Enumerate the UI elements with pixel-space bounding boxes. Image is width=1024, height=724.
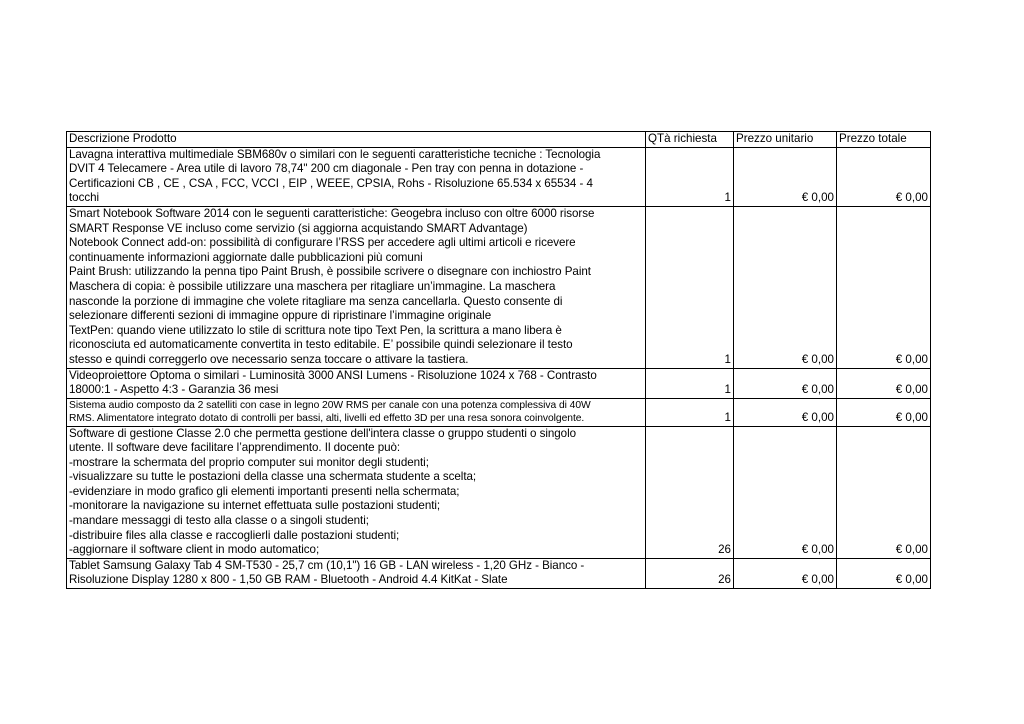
table-row <box>67 426 931 558</box>
row-prezzo-unitario: € 0,00 <box>734 398 837 426</box>
header-row <box>67 132 931 148</box>
header-descrizione: Descrizione Prodotto <box>67 132 646 148</box>
header-prezzo-totale: Prezzo totale <box>837 132 931 148</box>
table-row <box>67 206 931 368</box>
row-prezzo-totale: € 0,00 <box>837 368 931 398</box>
row-prezzo-unitario: € 0,00 <box>734 147 837 206</box>
row-prezzo-unitario: € 0,00 <box>734 206 837 368</box>
row-prezzo-totale: € 0,00 <box>837 147 931 206</box>
row-prezzo-totale: € 0,00 <box>837 398 931 426</box>
table-row <box>67 398 931 426</box>
row-quantita: 1 <box>646 368 734 398</box>
row-prezzo-totale: € 0,00 <box>837 206 931 368</box>
header-quantita: QTà richiesta <box>646 132 734 148</box>
row-prezzo-unitario: € 0,00 <box>734 558 837 588</box>
header-prezzo-unitario: Prezzo unitario <box>734 132 837 148</box>
row-quantita: 1 <box>646 206 734 368</box>
row-descrizione: Smart Notebook Software 2014 con le seguenti caratteristiche: Geogebra incluso con oltre 6000 risorse SMART Response VE incluso come servizio (si aggiorna acquistando SMART Advantage) Notebook Connect add-on: possibilità di configurare l’RSS per accedere agli ultimi articoli e ricevere continuamente informazioni aggiornate dalle pubblicazioni più comuni Paint Brush: utilizzando la penna tipo Paint Brush, è possibile scrivere o disegnare con inchiostro Paint Maschera di copia: è possibile utilizzare una maschera per ritagliare un’immagine. La maschera nasconde la porzione di immagine che volete ritagliare ma senza cancellarla. Questo consente di selezionare differenti sezioni di immagine oppure di ripristinare l’immagine originale TextPen: quando viene utilizzato lo stile di scrittura note tipo Text Pen, la scrittura a mano libera è riconosciuta ed automaticamente convertita in testo editabile. E’ possibile quindi selezionare il testo stesso e quindi correggerlo ove necessario senza toccare o attivare la tastiera. <box>67 206 646 368</box>
row-prezzo-unitario: € 0,00 <box>734 368 837 398</box>
row-quantita: 1 <box>646 147 734 206</box>
table-row <box>67 147 931 206</box>
row-prezzo-unitario: € 0,00 <box>734 426 837 558</box>
row-descrizione: Tablet Samsung Galaxy Tab 4 SM-T530 - 25,7 cm (10,1") 16 GB - LAN wireless - 1,20 GHz - Bianco - Risoluzione Display 1280 x 800 - 1,50 GB RAM - Bluetooth - Android 4.4 KitKat - Slate <box>67 558 646 588</box>
table-row <box>67 368 931 398</box>
row-prezzo-totale: € 0,00 <box>837 426 931 558</box>
row-descrizione: Software di gestione Classe 2.0 che permetta gestione dell'intera classe o gruppo studenti o singolo utente. Il software deve facilitare l’apprendimento. Il docente può: -mostrare la schermata del proprio computer sui monitor degli studenti; -visualizzare su tutte le postazioni della classe una schermata studente a scelta; -evidenziare in modo grafico gli elementi importanti presenti nella schermata; -monitorare la navigazione su internet effettuata sulle postazioni studenti; -mandare messaggi di testo alla classe o a singoli studenti; -distribuire files alla classe e raccoglierli dalle postazioni studenti; -aggiornare il software client in modo automatico; <box>67 426 646 558</box>
row-quantita: 26 <box>646 426 734 558</box>
row-prezzo-totale: € 0,00 <box>837 558 931 588</box>
row-descrizione: Videoproiettore Optoma o similari - Luminosità 3000 ANSI Lumens - Risoluzione 1024 x 768 - Contrasto 18000:1 - Aspetto 4:3 - Garanzia 36 mesi <box>67 368 646 398</box>
row-quantita: 1 <box>646 398 734 426</box>
row-descrizione: Sistema audio composto da 2 satelliti con case in legno 20W RMS per canale con una potenza complessiva di 40W RMS. Alimentatore integrato dotato di controlli per bassi, alti, livelli ed effetto 3D per una resa sonora coinvolgente. <box>67 398 646 426</box>
table-row <box>67 558 931 588</box>
row-quantita: 26 <box>646 558 734 588</box>
products-table <box>66 131 931 589</box>
row-descrizione: Lavagna interattiva multimediale SBM680v o similari con le seguenti caratteristiche tecniche : Tecnologia DVIT 4 Telecamere - Area utile di lavoro 78,74" 200 cm diagonale - Pen tray con penna in dotazione - Certificazioni CB , CE , CSA , FCC, VCCI , EIP , WEEE, CPSIA, Rohs - Risoluzione 65.534 x 65534 - 4 tocchi <box>67 147 646 206</box>
